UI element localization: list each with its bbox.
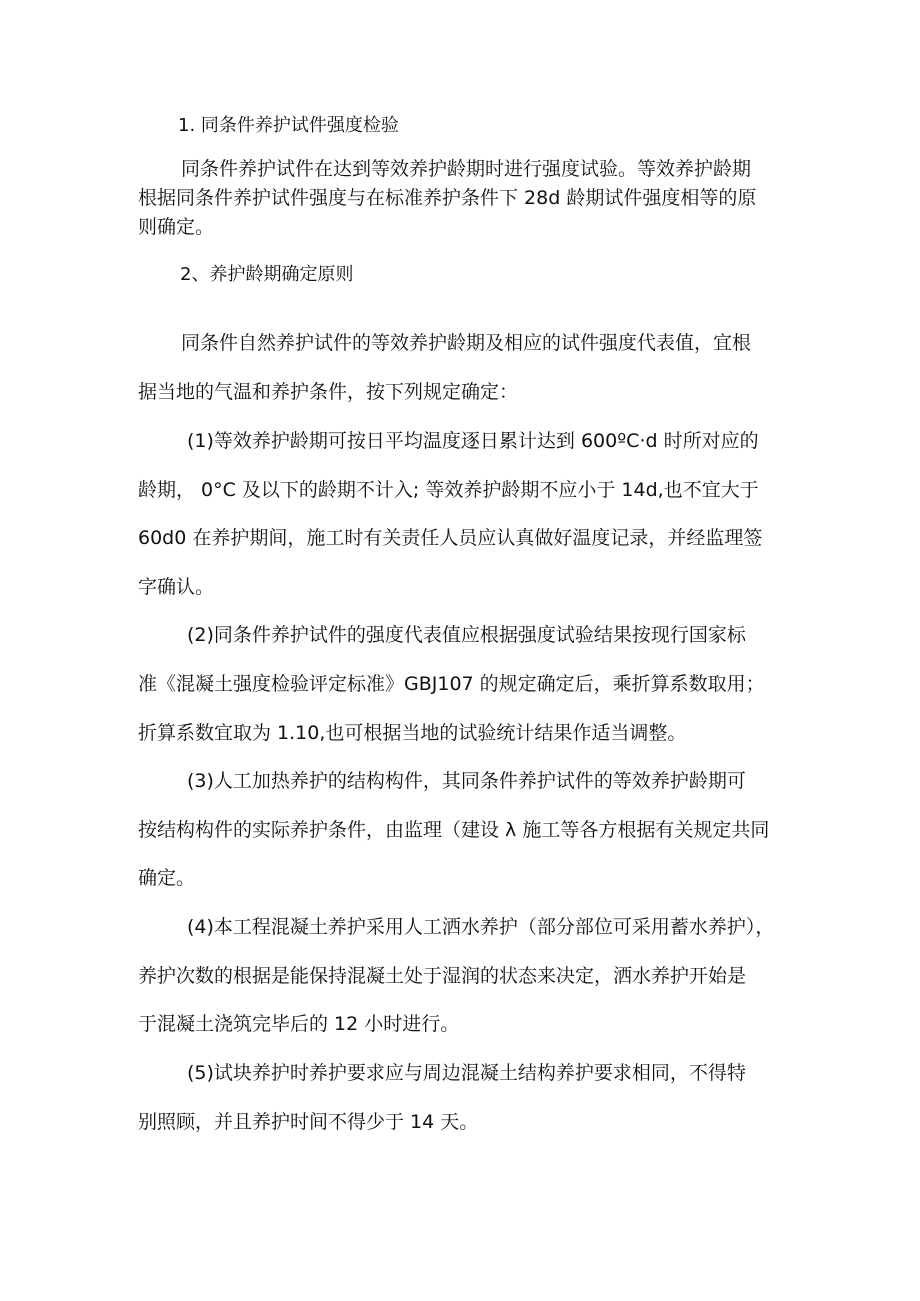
section-heading-2: 2、养护龄期确定原则 (180, 264, 354, 285)
item3-line-3: 确定。 (138, 867, 196, 889)
para2-line-1: 同条件自然养护试件的等效养护龄期及相应的试件强度代表值，宜根 (181, 332, 752, 354)
para1-line-2: 根据同条件养护试件强度与在标准养护条件下 28d 龄期试件强度相等的原 (138, 187, 757, 209)
para1-line-1: 同条件养护试件在达到等效养护龄期时进行强度试验。等效养护龄期 (181, 158, 752, 180)
para2-line-2: 据当地的气温和养护条件，按下列规定确定： (138, 381, 519, 403)
para1-line-3: 则确定。 (138, 216, 215, 238)
item5-line-1: (5)试块养护时养护要求应与周边混凝土结构养护要求相同，不得特 (187, 1062, 746, 1084)
item1-line-1: (1)等效养护龄期可按日平均温度逐日累计达到 600ºC·d 时所对应的 (187, 430, 759, 452)
item5-line-2: 别照顾，并且养护时间不得少于 14 天。 (138, 1111, 479, 1133)
item2-line-2: 准《混凝土强度检验评定标准》GBJ107 的规定确定后，乘折算系数取用； (138, 673, 765, 695)
section-heading-1: 1. 同条件养护试件强度检验 (178, 115, 399, 136)
item1-line-3: 60d0 在养护期间，施工时有关责任人员应认真做好温度记录，并经监理签 (138, 527, 763, 549)
item3-line-1: (3)人工加热养护的结构构件，其同条件养护试件的等效养护龄期可 (187, 770, 746, 792)
item4-line-2: 养护次数的根据是能保持混凝土处于湿润的状态来决定，洒水养护开始是 (138, 965, 747, 987)
item1-line-4: 字确认。 (138, 576, 215, 598)
item2-line-1: (2)同条件养护试件的强度代表值应根据强度试验结果按现行国家标 (187, 624, 746, 646)
item3-line-2: 按结构构件的实际养护条件，由监理（建设 λ 施工等各方根据有关规定共同 (138, 819, 770, 841)
item4-line-1: (4)本工程混凝土养护采用人工洒水养护（部分部位可采用蓄水养护）， (187, 916, 775, 938)
item2-line-3: 折算系数宜取为 1.10,也可根据当地的试验统计结果作适当调整。 (138, 722, 687, 744)
item1-line-2: 龄期， 0°C 及以下的龄期不计入; 等效养护龄期不应小于 14d,也不宜大于 (138, 479, 759, 501)
item4-line-3: 于混凝土浇筑完毕后的 12 小时进行。 (138, 1013, 460, 1035)
